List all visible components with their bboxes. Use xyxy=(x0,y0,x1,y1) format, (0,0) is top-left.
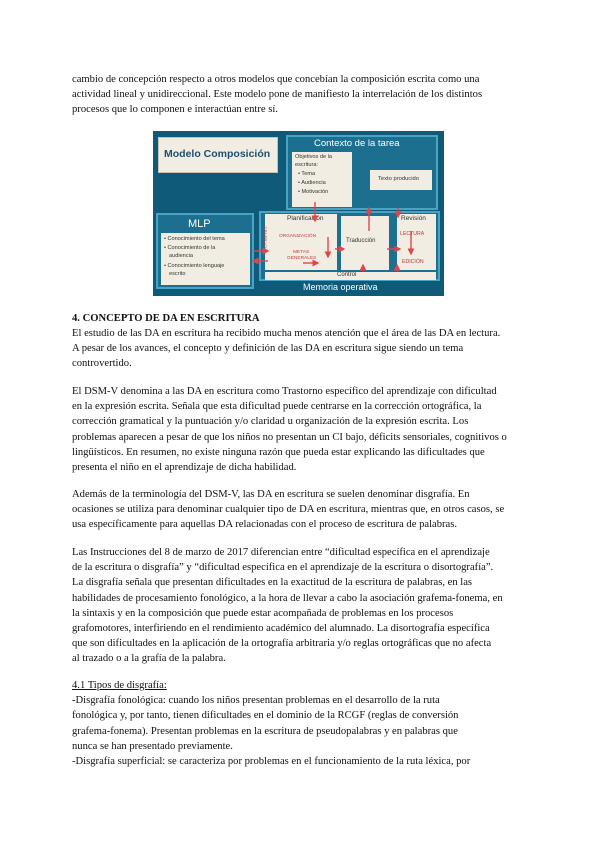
control-label: Control xyxy=(337,272,357,278)
objective-line: • Motivación xyxy=(298,189,329,195)
text-line: al trazado o a la grafía de la palabra. xyxy=(72,653,226,665)
text-line: problemas aparecen a pesar de que los niños no presentan un CI bajo, déficits sensoriales, cognitivos o xyxy=(72,431,507,443)
composition-model-diagram xyxy=(153,131,444,296)
text-line: habilidades de procesamiento fonológico, a la hora de llevar a cabo la asociación grafema-fonema, en xyxy=(72,592,503,604)
text-line: que son dificultades en la aplicación de la ortografía arbitraria y/o reglas ortográficas que no afecta xyxy=(72,638,492,650)
text-line: El estudio de las DA en escritura ha recibido mucha menos atención que el área de las DA en lectura. xyxy=(72,328,501,339)
text-line: cambio de concepción respecto a otros modelos que concebían la composición escrita como una xyxy=(72,74,480,85)
planning-label: Planificación xyxy=(287,215,324,222)
text-line: procesos que lo componen e interactúan entre sí. xyxy=(72,104,278,116)
reading-label: LECTURA xyxy=(400,231,425,237)
generation-label: GENERACIÓN xyxy=(262,226,268,255)
mlp-item: audiencia xyxy=(169,253,193,259)
section-4-paragraph-4 xyxy=(72,545,532,667)
heading-text: 4. CONCEPTO DE DA EN ESCRITURA xyxy=(72,313,260,324)
editing-label: EDICIÓN xyxy=(402,259,424,265)
section-4-paragraph-1 xyxy=(72,326,532,372)
objective-line: • Audiencia xyxy=(298,180,326,186)
text-line: -Disgrafía fonológica: cuando los niños presentan problemas en el desarrollo de la ruta xyxy=(72,695,440,707)
text-line: usa específicamente para aquellas DA relacionadas con el proceso de escritura de palabras. xyxy=(72,519,458,531)
intro-paragraph xyxy=(72,72,532,118)
text-line: A pesar de los avances, el concepto y definición de las DA en escritura sigue siendo un tema xyxy=(72,343,464,355)
text-line: ocasiones se utiliza para denominar cualquier tipo de DA en escritura, mientras que, en otros casos, se xyxy=(72,504,505,516)
objective-line: escritura: xyxy=(295,162,319,168)
text-line: de la escritura o disgrafía” y “dificultad específica en el aprendizaje de la escritura o disortografía”. xyxy=(72,562,494,574)
section-4-1 xyxy=(72,678,532,769)
mlp-item: • Conocimiento lenguaje xyxy=(164,263,225,269)
working-memory-label: Memoria operativa xyxy=(303,282,378,292)
text-line: presenta el niño en el aprendizaje de dicha habilidad. xyxy=(72,462,297,474)
diagram-title: Modelo Composición xyxy=(164,148,271,160)
text-line: en la expresión escrita. Señala que esta dificultad puede centrarse en la corrección ortográfica, la xyxy=(72,401,482,413)
mlp-item: • Conocimiento de la xyxy=(164,245,216,251)
mlp-title: MLP xyxy=(188,218,211,230)
mlp-item: escrito xyxy=(169,271,186,277)
text-line: actividad lineal y unidireccional. Este modelo pone de manifiesto la interrelación de los distintos xyxy=(72,89,483,101)
text-line: lingüísticos. En resumen, no existe ninguna razón que pueda estar explicando las dificultades que xyxy=(72,446,485,458)
text-line: fonológica y, por tanto, tienen dificultades en el dominio de la RCGF (reglas de conversión xyxy=(72,710,459,722)
text-line: El DSM-V denomina a las DA en escritura como Trastorno específico del aprendizaje con dificultad xyxy=(72,386,497,397)
text-line: La disgrafía señala que presentan dificultades en la exactitud de la escritura de palabras, en las xyxy=(72,577,473,589)
section-4-heading xyxy=(72,311,532,326)
text-line: grafema-fonema). Presentan problemas en la escritura de pseudopalabras y en palabras que xyxy=(72,725,458,737)
organization-label: ORGANIZACIÓN xyxy=(279,234,317,239)
revision-label: Revisión xyxy=(401,215,426,222)
goals-label: METAS xyxy=(293,250,310,255)
produced-text-label: Texto producido xyxy=(378,176,419,182)
section-4-paragraph-2 xyxy=(72,384,532,475)
goals-label: GENERALES xyxy=(287,256,317,261)
mlp-item: • Conocimiento del tema xyxy=(164,236,225,242)
text-line: controvertido. xyxy=(72,358,132,370)
text-line: -Disgrafía superficial: se caracteriza por problemas en el funcionamiento de la ruta léxica, por xyxy=(72,756,471,768)
text-line: corrección gramatical y la puntuación y/o claridad u organización de la expresión escrita. Los xyxy=(72,416,469,428)
context-title: Contexto de la tarea xyxy=(314,138,400,149)
objective-line: • Tema xyxy=(298,171,316,177)
objective-line: Objetivos de la xyxy=(295,154,333,160)
diagram-arrows xyxy=(153,131,444,296)
text-line: Las Instrucciones del 8 de marzo de 2017 diferencian entre “dificultad específica en el aprendizaje xyxy=(72,547,490,558)
text-line: la sintaxis y en la composición que puede estar acompañada de problemas en los procesos xyxy=(72,607,454,619)
translation-label: Traducción xyxy=(346,238,376,244)
section-4-paragraph-3 xyxy=(72,487,532,533)
text-line: grafomotores, interfiriendo en el rendimiento académico del alumnado. La disortografía específica xyxy=(72,623,490,635)
text-line: nunca se han presentado previamente. xyxy=(72,740,233,752)
text-line: Además de la terminología del DSM-V, las DA en escritura se suelen denominar disgrafía. En xyxy=(72,489,470,500)
section-4-1-heading: 4.1 Tipos de disgrafía: xyxy=(72,680,167,691)
